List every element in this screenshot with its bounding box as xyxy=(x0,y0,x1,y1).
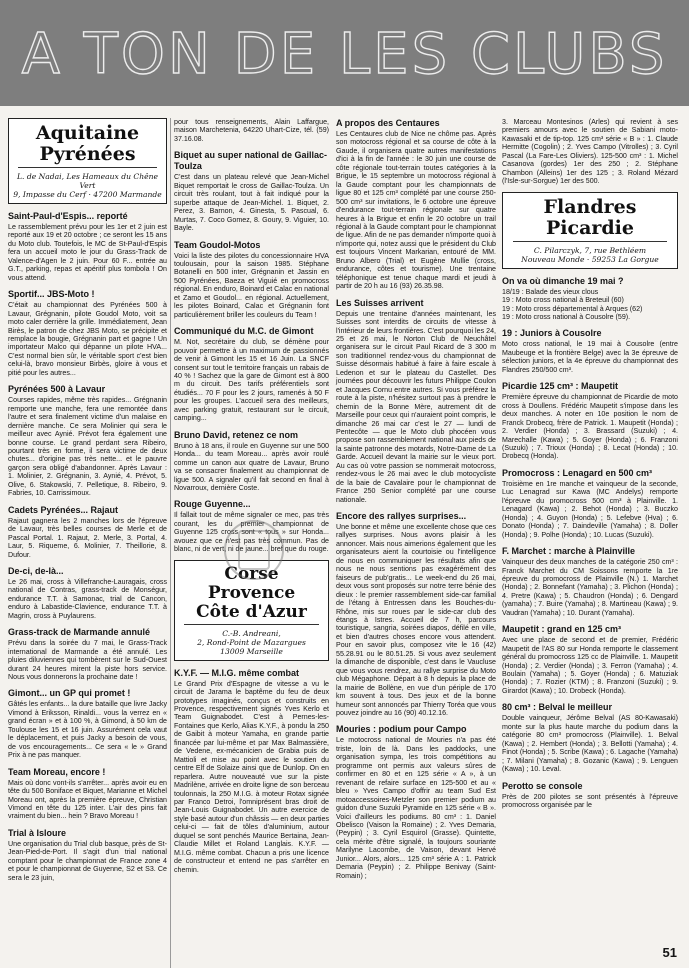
article-heading: 80 cm³ : Belval le meilleur xyxy=(502,702,613,713)
article-heading: Team Goudol-Motos xyxy=(174,239,261,250)
region-title-line2: Pyrénées xyxy=(39,143,136,165)
article-body: Le motocross national de Mouries n'a pas été triste, loin de là. Dans les paddocks, une organisation sympa, les trois compétitions au programme ont permis aux valeurs sûres de confirmer en 80 et en 125 série « A », à un revenant de refaire surface en 125-500 et au « bleu » Yves Campo d'offrir au team Sud Est motoaccessoires-Metzler son premier podium au guidon d'une Suzuki Pyramide en 125 série « B ». Voici d'ailleurs les podiums. 80 cm³ : 1. Daniel Obelisco (Vaison la Romaine) ; 2. Yves Demaria, (Peypin) ; 3. Cyril Esquirol (Grasse). Quintette, cela mérite d'être signalé, la toujours souriante Marilyne Lacombe, de Vaison, devant Hervé Junior... Alors, alors... 125 cm³ série A : 1. Patrick Demaria (Peypin) ; 2. Philippe Benivay (Saint-Romain) ; xyxy=(336,736,496,880)
divider xyxy=(18,167,157,168)
article-heading: Les Suisses arrivent xyxy=(336,297,424,308)
article-body: Gâtés les enfants... la dure bataille que livre Jacky Vimond à Eriksson, Rinaldi... vous la verrez en « grand écran » et à 100 %, à Gimond, à 50 km de Toulouse les 15 et 16 juin. Assurément cela vaut le déplacement, et puis Jacky a besoin de vous, de vos encouragements... Ce sera « le » Grand Prix à ne pas manquer. xyxy=(8,700,167,760)
article-heading: Gimont... un GP qui promet ! xyxy=(8,688,131,699)
page-number: 51 xyxy=(662,945,677,960)
article-body: Les Centaures club de Nice ne chôme pas. Après son motocross régional et sa course de côte à la Gaude, il organisera quatre autres manifestations d'ici à la fin de l'année : le 30 juin une course de côte régionale tout-terrain toutes catégories à la Brigue, le 15 septembre un motocross régional à la Gaude comptant pour les championnats de ligue 80 et 125 cm³ complété par une course 250-500 cm³ sur invitations, le 6 octobre une épreuve d'endurance tout-terrain régionale sur quatre heures à la Brigue et enfin le 20 octobre un trail régional à la Gaude comptant pour le championnat de ligue. Afin de ne pas demander n'importe quoi à n'importe qui, notez aussi que le président du Club est toujours Vincent Markarian, entouré de MM. Bruno Albero (Trial) et Eugène Mullie (cross, endurance, côtes et tourisme). Une trentaine téléphonique est tenue chaque mardi et jeudi à partir de 20 h au 16 (93) 26.35.98. xyxy=(336,130,496,291)
article-heading: Promocross : Lenagard en 500 cm³ xyxy=(502,467,653,478)
article-heading: Encore des rallyes surprises... xyxy=(336,511,467,522)
article-heading: Bruno David, retenez ce nom xyxy=(174,429,299,440)
region-address-line1: C.-B. Andreani, xyxy=(222,628,281,638)
article-heading: Maupetit : grand en 125 cm³ xyxy=(502,624,622,635)
article-body: Il fallait tout de même signaler ce mec, pas très courant, les du premier championnat de Guyenne 125 cross sont « tous » sur Honda... avouez que ce n'est pas très commun. Pas de blanc, ni de vert, ni de jaune... bref que du rouge. xyxy=(174,511,329,554)
list-item: 19 : Moto cross national à Breteuil (60) xyxy=(502,296,624,305)
region-address-line1: C. Pilarczyk, 7, rue Bethléem xyxy=(533,245,647,255)
column-3 xyxy=(336,118,496,880)
article-body: pour tous renseignements, Alain Laffargue, maison Marchetenia, 64220 Uhart-Cize, tél. (59) 37.16.08. xyxy=(174,118,329,143)
region-title-line2: Provence xyxy=(207,582,296,603)
article-body: Prévu dans la soirée du 7 mai, le Grass-Track international de Marmande a été annulé. Les pluies diluviennes qui tombèrent sur le Sud-Ouest durant 24 heures mirent la piste hors service. Nous vous donnerons la prochaine date ! xyxy=(8,639,167,682)
article-body: Le rassemblement prévu pour les 1er et 2 juin est reporté aux 19 et 20 octobre ; ce seront les 15 ans du Moto club. Toutefois, le MC de St-Paul-d'Espis fera un accueil moto le jour du Grass-Track de Valence-d'Agen le 2 juin. Pour 60 F... entrée au G.T., parking, repas et apéritif plus tombola ! On vous attend. xyxy=(8,223,167,282)
article-heading: Saint-Paul-d'Espis... reporté xyxy=(8,211,128,221)
banner-title: A TON DE LES CLUBS xyxy=(21,22,668,87)
divider xyxy=(513,241,668,242)
article-body: Le 26 mai, cross à Villefranche-Lauragais, cross national de Contras, grass-track de Monségur, endurance T.T. à Samonac, trial de Cancon, enduro à Labastide-Clavience, endurance T.T. à Magrin, cross à Puylaurens. xyxy=(8,577,167,620)
article-heading: A propos des Centaures xyxy=(336,118,440,128)
list-item: 19 : Moto cross départemental à Arques (62) xyxy=(502,304,643,313)
header-banner xyxy=(0,0,689,106)
article-body: Rajaut gagnera les 2 manches lors de l'épreuve de Lavaur, très belles courses de Merle et de Pascal Portal. 1. Rajaut, 2. Merle, 3. Portal, 4. Laur, 5. Riqueme, 6. Molinier, 7. Theillorie, 8. Dufour. xyxy=(8,516,167,559)
region-address-line2: 2, Rond-Point de Mazargues xyxy=(197,637,306,647)
article-heading: F. Marchet : marche à Plainville xyxy=(502,546,636,557)
article-body: Première épreuve du championnat de Picardie de moto cross à Doullens. Frédéric Maupetit s'impose dans les deux manches. A noter en 10e position le nom de Franck Drobecq, frère de Patrick. 1. Maupetit (Honda) ; 2. Verdier (Honda) ; 3. Brassard (Suzuki) ; 4. Marechalle (Kawa) ; 5. Goyer (Honda) ; 6. Franzoni (Suzuki) ; 7. Trioux (Honda) ; 8. Lecat (Honda) ; 10. Drobecq (Honda). xyxy=(502,393,678,461)
region-box-aquitaine xyxy=(8,118,167,204)
article-body: Le Grand Prix d'Espagne de vitesse a vu le circuit de Jarama le baptême du feu de deux prototypes imaginés, conçus et construits en Provence, respectivement signés Yves Kerlo et Team Guignabodet. C'est à Pernes-les-Fontaines que Kerlo, Alias K.Y.F., à pondu la 250 de Gaibit à moteur Yamaha, en grande partie financée par lui-même et par Max Balmassière, de Vedene, ex-mécanicien de Grabia puis de Mattioli et mise au point avec le soutien du centre Elf de Solaize ainsi que de Dunlop. On en reparlera. Autre nouveauté vue sur la piste Madrilène, arrivée en droite ligne de son berceau toulonnais, la 250 M.I.G. à moteur Rotax signée par Franco Detroi, l'omniprésent bras droit de Jean-Louis Guignabodet. Un autre exercice de style basé autour d'un châssis — en deux parties celui-ci — fait de tôles d'aluminium, autour duquel se sont penchés Maurice Bertaina, Jean-Claudie Millet et Roland Langlais. K.Y.F. — M.I.G. même combat. Chacun a pris une licence de constructeur et entend ne pas s'arrêter en chemin. xyxy=(174,679,329,874)
article-body: Mais où donc vont-ils s'arrêter... après avoir eu en tête du 500 Boniface et Biquet, Marianne et Michel Moreau ont, après la première épreuve, Christian Vimond en tête du 125 inter. L'air des pins fait vraiment du bien... hein ? Bravo Moreau ! xyxy=(8,778,167,821)
article-heading: Rouge Guyenne... xyxy=(174,499,251,510)
column-divider xyxy=(170,118,171,968)
article-heading: Team Moreau, encore ! xyxy=(8,766,106,777)
article-heading: Mouries : podium pour Campo xyxy=(336,724,467,735)
article-heading: Cadets Pyrénées... Rajaut xyxy=(8,504,119,515)
region-address-line2: Nouveau Monde · 59253 La Gorgue xyxy=(521,254,659,264)
article-heading: Communiqué du M.C. de Gimont xyxy=(174,326,314,337)
region-title-line3: Côte d'Azur xyxy=(196,601,307,622)
article-heading: On va où dimanche 19 mai ? xyxy=(502,275,624,286)
column-2 xyxy=(174,118,329,874)
article-body: Bruno à 18 ans, il roule en Guyenne sur une 500 Honda... du team Moreau... après avoir roulé comme un canon aux quatre de Lavaur, Bruno va se consacrer finalement au championnat de ligue 500. A signaler qu'il fait second en final à Novarroux, dernière Coste. xyxy=(174,441,329,492)
article-body: Vainqueur des deux manches de la catégorie 250 cm³ : Franck Marchet du CM Soissons remporte la 1re épreuve du promocross de Plainville (N.) 1. Marchet (Honda) ; 2. Bonnefant (Yamaha) ; 3. Plichon (Honda) ; 4. Pretre (Kawa) ; 5. Chaudron (Honda) ; 6. Dengard (yamaha) ; 7. Buire (Yamaha) ; 8. Martineau (Kawa) ; 9. Vaudran (Yamaha) ; 10. Durant (Yamaha). xyxy=(502,558,678,617)
column-1 xyxy=(8,118,167,882)
article-heading: K.Y.F. — M.I.G. même combat xyxy=(174,667,300,678)
article-heading: Perotto se console xyxy=(502,780,583,791)
region-title-line1: Corse xyxy=(224,563,279,584)
article-heading: Pyrénées 500 à Lavaur xyxy=(8,384,106,395)
article-body: Depuis une trentaine d'années maintenant, les Suisses sont interdits de circuits de vitesse à l'intérieur de leurs frontières. C'est pourquoi les 24, 25 et 26 mai, le Norton Club de Neuchâtel organisera sur le circuit Paul Ricard de 3 300 m son traditionnel rendez-vous du championnat de Suisse désormais habitué à faire à faire escale à Ledenon et sur le plateau du Castellet. Des journées pour découvrir les futurs Philippe Coulon et Jacques Cornu entre autres. Si vous préférez la route à la piste, n'hésitez surtout pas à prendre le chemin de la Bonne Mère, autrement dit de Marseille pour ceux qui n'auraient point compris, le dimanche 26 mai car c'est le 27 — lundi de Pentecôte — que le Moto club phocéen vous propose son rassemblement national aux pieds de la sainte patronne des motards, Notre-Dame de La Garde. Accueil devant la mairie sur le vieux port. Au cas où votre passion se nommerait motocross, rendez-vous le 26 mai avec le club motocycliste de la baie de Cavalaire pour le championnat de France 250 Senior complété par une course nationale. xyxy=(336,309,496,504)
region-title-line1: Flandres xyxy=(543,195,637,218)
article-heading: Grass-track de Marmande annulé xyxy=(8,627,151,638)
divider xyxy=(184,624,319,625)
region-title-line1: Aquitaine xyxy=(35,122,140,144)
region-box-flandres xyxy=(502,192,678,269)
article-heading: Biquet au super national de Gaillac-Toulza xyxy=(174,150,328,172)
article-heading: De-ci, de-là... xyxy=(8,565,64,576)
article-body: C'est dans un plateau relevé que Jean-Michel Biquet remportait le cross de Gaillac-Toulza. Un circuit très roulant, tout à fait indiqué pour la superbe attaque de Jean-Michel. 1. Biquet, 2. Perez, 3. Barnon, 4. Ginesta, 5. Pascual, 6. Murtas, 7. Coco Gomez, 8. Goury, 9. Viguier, 10. Bayle. xyxy=(174,173,329,233)
article-body: C'était au championnat des Pyrénées 500 à Lavaur, Grégnanin, pilote Goudol Moto, voit sa moto caler derrière la grille. Immédiatement, Jean Birès, le patron de chez JBS Moto, se précipite et remplace la bougie, Grégnanin part et gagne ! Un importateur Malco qui dépanne un pilote HVA... C'est normal bien sûr, le véritable sport c'est bien celui-là, bravo monsieur Birbès, gloire à vous et pitié pour les autres... xyxy=(8,301,167,377)
article-body: 3. Marceau Montesinos (Arles) qui revient à ses premiers amours avec le soutien de Sabiani moto-Kawasaki et de tip-top. 125 cm³ série « B » : 1. Claude Hermitte (Cogolin) ; 2. Yves Campo (Vitrolles) ; 3. Cyril Pascal (La Fare-Les Oliviers). 125-500 cm³ : 1. Michel Casanova (gordes) 1er des 250 ; 2. Stéphane Chambon (Alleins) 1er des 125 ; 3. Roland Mézard (l'Isle-sur-Sorgue) 1er des 500. xyxy=(502,118,678,186)
article-body: Une bonne et même une excellente chose que ces rallyes surprises. Nous avons plaisir à les annoncer. Mais nous aimerions également que les organisateurs aient la courtoisie ou l'intelligence de nous en communiquer les résultats afin que nous ne nous sentions pas exagérément des faiseurs de pub'gratis... Le week-end du 26 mai, deux vous sont proposés sur notre terre bénie des dieux : le premier rassemblement side-car familial de l'étang à Entressen dans les Bouches-du-Rhône, mis sur roues par le side-car club des étangs à Istres. Accueil de 7 h, parcours touristique, sangria, soirées diapos, défilé en ville, et bien d'autres choses encore vous attendent. Pour en savoir plus, composez vite le 16 (42) 55.28.91 ou le 80.51.25. Si vous avez seulement la dimanche de disponible, c'est dans le Vaucluse que vous vous rendrez, au rallye surprise du Moto club Mégaphone. Départ à 8 h depuis la place de la mairie de Bollène, en vue d'un périple de 170 km souvent à tous. Des jeux et de la bonne humeur sont annoncés par Thierry Toréa que vous pouvez joindre au 16 (90) 40.12.16. xyxy=(336,523,496,717)
column-4 xyxy=(502,118,678,809)
article-body: Une organisation du Trial club basque, près de St-Jean-Pied-de-Port. Il s'agit d'un trial national comptant pour le championnat de France zone 4 et pour le championnat de Guyenne, S2 et S3. Ce sera le 23 juin, xyxy=(8,839,167,882)
article-body: Moto cross national, le 19 mai à Cousolre (entre Maubeuge et la frontière Belge) avec la 3e épreuve de sélection juniors, et la 4e épreuve du championnat des Flandres 250/500 cm³. xyxy=(502,340,678,374)
faded-club-logo xyxy=(224,520,284,580)
article-body: M. Not, secrétaire du club, se démène pour pouvoir permettre à un maximum de passionnés de venir à Gimont les 15 et 16 Juin. La SNCF consent sur tout le territoire français un rabais de 40 % ! Sachez que la gare de Gimont est à 800 m du circuit. Des tarifs préférentiels sont étudiés... 70 F pour les 2 jours, ramenés à 50 F pour les groupes. L'accueil sera des meilleurs, avec parking gratuit, restaurant sur le circuit, camping... xyxy=(174,338,329,423)
article-heading: Sportif... JBS-Moto ! xyxy=(8,289,95,300)
region-address-line1: L. de Nadai, Les Hameaux du Chêne Vert xyxy=(16,172,158,190)
article-body: Double vainqueur, Jérôme Belval (AS 80-Kawasaki) monte sur la plus haute marche du podium dans la catégorie 80 cm³ promocross (Plainville). 1. Belval (Kawa) ; 2. Hembert (Honda) ; 3. Bellotti (Yamaha) ; 4. Finot (Honda) ; 5. Scribe (Kawa) ; 6. Lagache (Yamaha) ; 7. Milani (Yamaha) ; 8. Gozanic (Kawa) ; 9. Lenguen (Kawa) ; 10. Leval. xyxy=(502,714,678,774)
article-body: Avec une place de second et de premier, Frédéric Maupetit de l'AS 80 sur Honda remporte le classement général du promocross 125 cc de Plainville. 1. Maupetit (Honda) ; 2. Verdier (Honda) ; 3. Ferron (Yamaha) ; 4. Boulain (Yamaha) ; 5. Goyer (Honda) ; 6. Matuziak (Honda) ; 7. Rozier (KTM) ; 8. Franzoni (Suzuki) ; 9. Girardot (Kawa) ; 10. Drobeck (Honda). xyxy=(502,636,678,695)
event-list xyxy=(502,288,678,322)
article-body: Courses rapides, même très rapides... Grégnanin remporte une manche, fera une remontée dans l'autre et sera finalement victime d'un malaise en dernière manche. Ce sera Molinier qui sera le meilleur avec Aynié. Prévot fera également une bonne course. Le grand perdant sera Ribeiro, pourtant très en forme, il sera victime de deux chutes... d'origine pas très nette... et le pauvre garçon sera obligé d'abandonner. Après Lavaur : 1. Molinier, 2. Grégnanin, 3. Aynié, 4. Prévot, 5. Olive, 6. Stakowski, 7. Pelletique, 8. Ribeiro, 9. Fabries, 10. Carrissimoux. xyxy=(8,396,167,498)
region-title-line2: Picardie xyxy=(546,216,634,239)
logo-shape xyxy=(238,530,270,570)
region-address-line2: 9, Impasse du Cerf · 47200 Marmande xyxy=(13,190,162,199)
article-heading: 19 : Juniors à Cousolre xyxy=(502,328,602,339)
article-body: Voici la liste des pilotes du concessionnaire HVA toulousain, pour la saison 1985. Stéphane Botanelli en 500 inter, Grégnanin et Jassin en 500 Pyrénées, Baeza et Viguié en promocross régional. En enduro, Boinard et Calac en national et Zamo et Goudol... en régional. Actuellement, les pilotes Boinard, Calac et Grégnanin font particulièrement briller les couleurs du Team ! xyxy=(174,251,329,319)
region-address-line3: 13009 Marseille xyxy=(220,646,283,656)
list-item: 18/19 : Balade des vieux clous xyxy=(502,287,599,296)
article-body: Près de 200 pilotes se sont présentés à l'épreuve promocross organisée par le xyxy=(502,792,678,810)
article-body: Troisième en 1re manche et vainqueur de la seconde, Luc Lenagrad sur Kawa (MC Andelys) remporte l'épreuve du promocross 500 cm³ à Plainville. 1. Lenagard (Kawa) ; 2. Behot (Honda) ; 3. Buczko (Honda) ; 4. Guyon (Honda) ; 5. Lefebve (Hva) ; 6. Donato (Honda) ; 7. Daindeville (Yamaha) ; 8. Doller (Honda) ; 9. Polhe (Honda) ; 10. Lucas (Suzuki). xyxy=(502,479,678,539)
article-heading: Picardie 125 cm³ : Maupetit xyxy=(502,381,619,392)
list-item: 19 : Moto cross national à Cousolre (59). xyxy=(502,312,631,321)
article-heading: Trial à Isloure xyxy=(8,827,67,838)
